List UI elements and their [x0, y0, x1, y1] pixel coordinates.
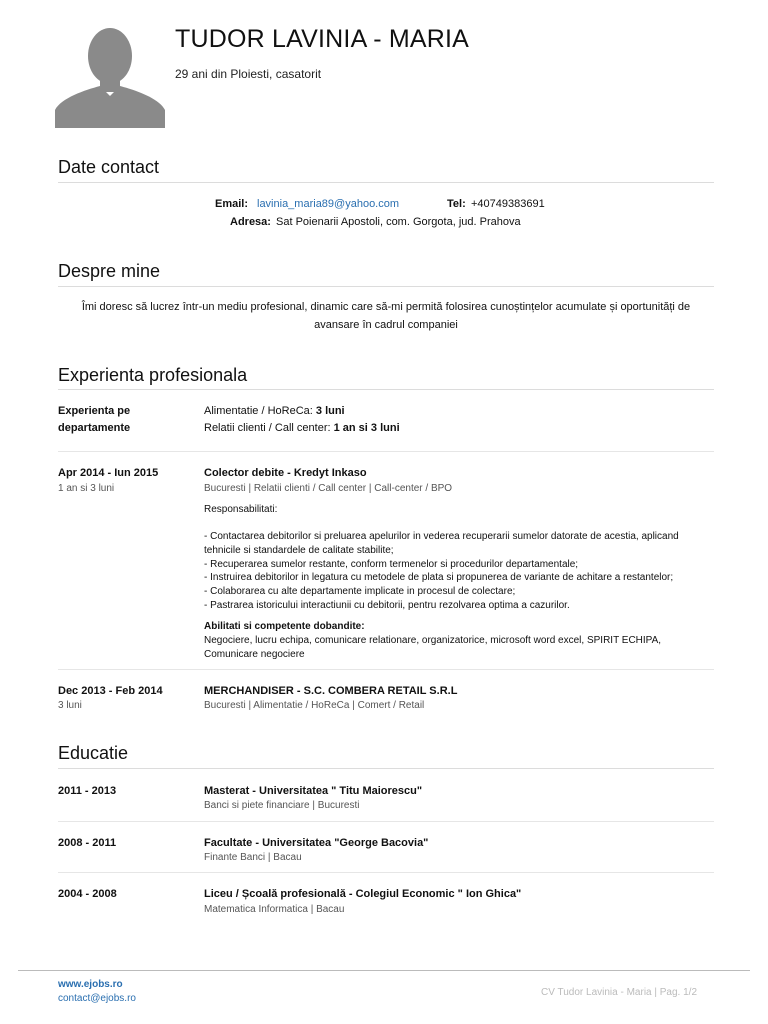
job-period: Dec 2013 - Feb 2014	[58, 685, 163, 697]
section-title-about: Despre mine	[58, 261, 161, 281]
address-label: Adresa:	[230, 216, 271, 228]
row-divider	[58, 872, 714, 873]
dept-duration: 3 luni	[315, 405, 345, 417]
section-divider	[58, 286, 714, 287]
skills-heading: Abilitati si competente dobandite:	[204, 621, 365, 632]
dept-label-line-1: Experienta pe	[58, 405, 131, 417]
about-text-line-1: Îmi doresc să lucrez într-un mediu profesional, dinamic care să-mi permită folosirea cunoștințelor acumulate și oportunități de	[81, 301, 691, 313]
tel-label: Tel:	[447, 198, 466, 210]
candidate-subtitle: 29 ani din Ploiesti, casatorit	[175, 67, 322, 81]
education-meta: Matematica Informatica | Bacau	[204, 904, 345, 915]
dept-label-line-2: departamente	[58, 422, 131, 434]
section-divider	[58, 768, 714, 769]
education-meta: Banci si piete financiare | Bucuresti	[204, 800, 360, 811]
dept-duration: 1 an si 3 luni	[333, 422, 400, 434]
section-divider	[58, 389, 714, 390]
row-divider	[58, 669, 714, 670]
responsibility-line: - Recuperarea sumelor restante, conform termenelor si procedurilor departamentale;	[204, 559, 579, 570]
email-link[interactable]: lavinia_maria89@yahoo.com	[257, 198, 400, 210]
candidate-name: TUDOR LAVINIA - MARIA	[175, 25, 470, 53]
skills-line: Comunicare negociere	[204, 649, 305, 660]
footer-email-link[interactable]: contact@ejobs.ro	[58, 993, 136, 1004]
education-period: 2008 - 2011	[58, 837, 117, 849]
dept-name: Alimentatie / HoReCa:	[204, 405, 316, 417]
job-period: Apr 2014 - Iun 2015	[58, 467, 159, 479]
profile-avatar-icon	[55, 24, 165, 128]
job-meta: Bucuresti | Relatii clienti / Call center | Call-center / BPO	[204, 483, 453, 494]
responsibility-line: tehnicile si standardele de calitate stabilite;	[204, 545, 394, 556]
education-title: Facultate - Universitatea "George Bacovia"	[204, 837, 429, 849]
dept-row-2	[204, 421, 400, 435]
tel-value: +40749383691	[471, 198, 545, 210]
education-period: 2011 - 2013	[58, 785, 117, 797]
address-value: Sat Poienarii Apostoli, com. Gorgota, jud. Prahova	[276, 216, 521, 228]
row-divider	[58, 821, 714, 822]
responsibility-line: - Contactarea debitorilor si preluarea apelurilor in vederea recuperarii sumelor datorate de acestia, aplicand	[204, 531, 679, 542]
section-title-experience: Experienta profesionala	[58, 365, 248, 385]
email-label: Email:	[215, 198, 249, 210]
responsibilities-heading: Responsabilitati:	[204, 504, 278, 515]
education-period: 2004 - 2008	[58, 888, 117, 900]
responsibility-line: - Instruirea debitorilor in legatura cu metodele de plata si propunerea de variante de achitare a restantelor;	[204, 572, 674, 583]
job-title: MERCHANDISER - S.C. COMBERA RETAIL S.R.L	[204, 685, 458, 697]
responsibility-line: - Pastrarea istoricului interactiunii cu debitorii, pentru rezolvarea optima a cazurilor.	[204, 600, 570, 611]
skills-line: Negociere, lucru echipa, comunicare relationare, organizatorice, microsoft word excel, SPIRIT ECHIPA,	[204, 635, 662, 646]
dept-name: Relatii clienti / Call center:	[204, 422, 334, 434]
row-divider	[58, 451, 714, 452]
footer-page-info: CV Tudor Lavinia - Maria | Pag. 1/2	[541, 987, 698, 998]
responsibility-line: - Colaborarea cu alte departamente implicate in procesul de colectare;	[204, 586, 516, 597]
job-duration: 1 an si 3 luni	[58, 483, 115, 494]
education-title: Liceu / Școală profesională - Colegiul Economic " Ion Ghica"	[204, 888, 522, 900]
job-title: Colector debite - Kredyt Inkaso	[204, 467, 367, 479]
section-title-education: Educatie	[58, 743, 129, 763]
job-meta: Bucuresti | Alimentatie / HoReCa | Comert / Retail	[204, 700, 425, 711]
education-meta: Finante Banci | Bacau	[204, 852, 302, 863]
about-text-line-2: avansare în cadrul companiei	[314, 319, 458, 331]
footer-divider	[18, 970, 750, 971]
job-duration: 3 luni	[58, 700, 82, 711]
section-divider	[58, 182, 714, 183]
dept-row-1	[204, 404, 345, 418]
education-title: Masterat - Universitatea " Titu Maiorescu"	[204, 785, 423, 797]
section-title-contact: Date contact	[58, 157, 160, 177]
footer-site-link[interactable]: www.ejobs.ro	[58, 979, 123, 990]
